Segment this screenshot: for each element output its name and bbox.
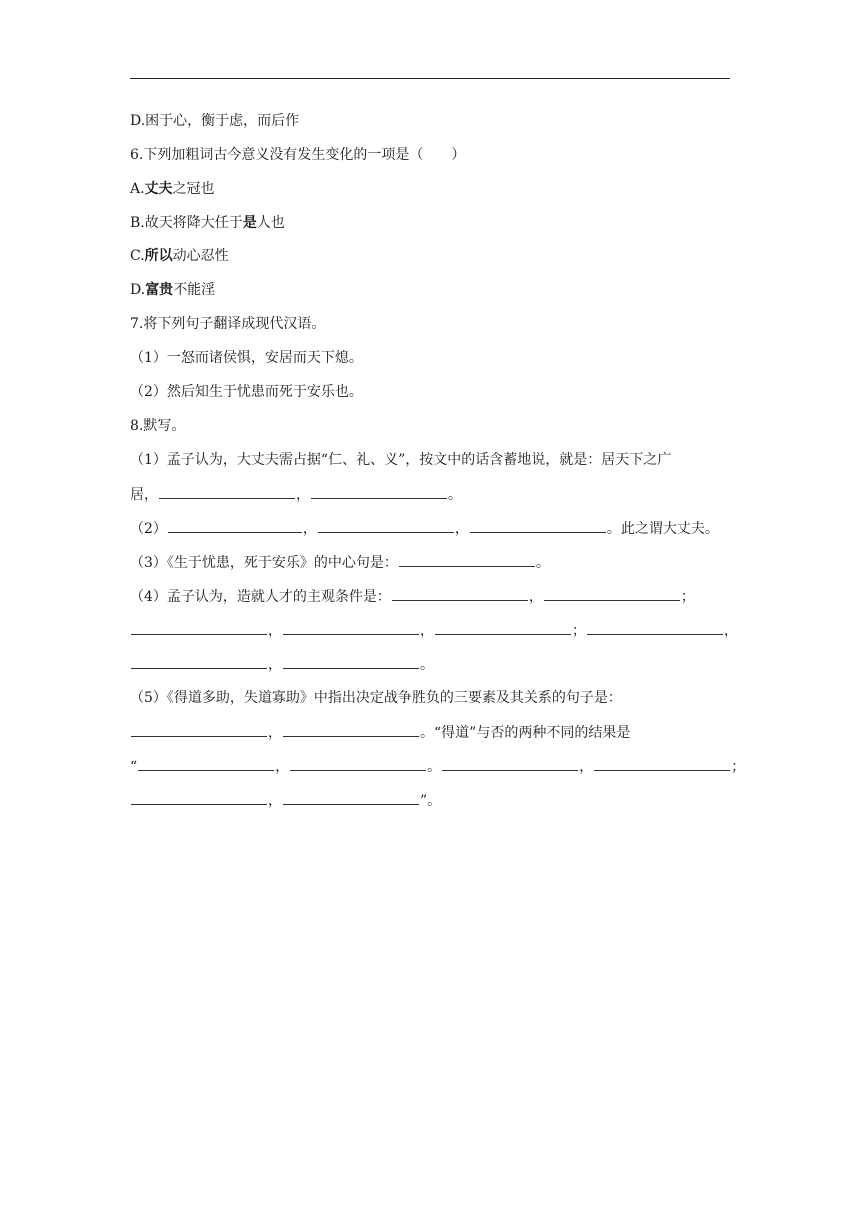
answer-blank[interactable] [131,654,267,669]
answer-blank[interactable] [435,620,571,635]
answer-blank[interactable] [318,518,454,533]
answer-blank[interactable] [290,756,426,771]
answer-blank[interactable] [138,756,274,771]
answer-blank[interactable] [131,620,267,635]
q8-item-5-line3: “ ， 。 ， ； [130,756,730,776]
q6-option-c: C.所以动心忍性 [130,248,229,264]
q8-item-1-line2: 居， ， 。 [130,484,730,504]
answer-blank[interactable] [283,790,419,805]
q8-item-4-line1: （4）孟子认为，造就人才的主观条件是： ， ； [130,586,730,606]
q7-item-2: （2）然后知生于忧患而死于安乐也。 [130,384,363,400]
answer-blank[interactable] [311,484,447,499]
bold-word: 是 [242,215,257,231]
q8-item-1-line1: （1）孟子认为，大丈夫需占据“仁、礼、义”，按文中的话含蓄地说，就是：居天下之广 [130,452,672,468]
q6-stem: 6.下列加粗词古今意义没有发生变化的一项是（ ） [130,147,466,163]
q8-item-4-line2: ， ， ； ， [130,620,730,640]
answer-blank[interactable] [131,790,267,805]
answer-blank[interactable] [168,518,302,533]
answer-blank[interactable] [470,518,606,533]
bold-word: 富贵 [145,282,174,298]
q7-item-1: （1）一怒而诸侯惧，安居而天下熄。 [130,350,363,366]
answer-blank[interactable] [392,586,528,601]
q8-item-2: （2） ， ， 。此之谓大丈夫。 [130,518,730,538]
q6-option-a: A.丈夫之冠也 [130,181,215,197]
header-rule [130,78,730,79]
answer-blank[interactable] [283,620,419,635]
answer-blank[interactable] [283,722,419,737]
answer-blank[interactable] [399,552,535,567]
q8-item-3: （3）《生于忧患，死于安乐》的中心句是： 。 [130,552,730,572]
answer-blank[interactable] [159,484,295,499]
answer-blank[interactable] [442,756,578,771]
answer-blank[interactable] [283,654,419,669]
q7-stem: 7.将下列句子翻译成现代汉语。 [130,316,326,332]
q8-item-5-line4: ， ”。 [130,790,730,810]
answer-blank[interactable] [131,722,267,737]
q8-item-5-line1: （5）《得道多助，失道寡助》中指出决定战争胜负的三要素及其关系的句子是： [130,690,622,706]
bold-word: 所以 [144,248,173,264]
answer-blank[interactable] [544,586,680,601]
q6-option-d: D.富贵不能淫 [130,282,216,298]
q5-option-d: D.困于心，衡于虑，而后作 [130,113,300,129]
bold-word: 丈夫 [144,181,173,197]
q8-item-4-line3: ， 。 [130,654,730,674]
answer-blank[interactable] [587,620,723,635]
q8-item-5-line2: ， 。“得道”与否的两种不同的结果是 [130,722,730,742]
answer-blank[interactable] [594,756,730,771]
q6-option-b: B.故天将降大任于是人也 [130,215,285,231]
q8-stem: 8.默写。 [130,418,186,434]
